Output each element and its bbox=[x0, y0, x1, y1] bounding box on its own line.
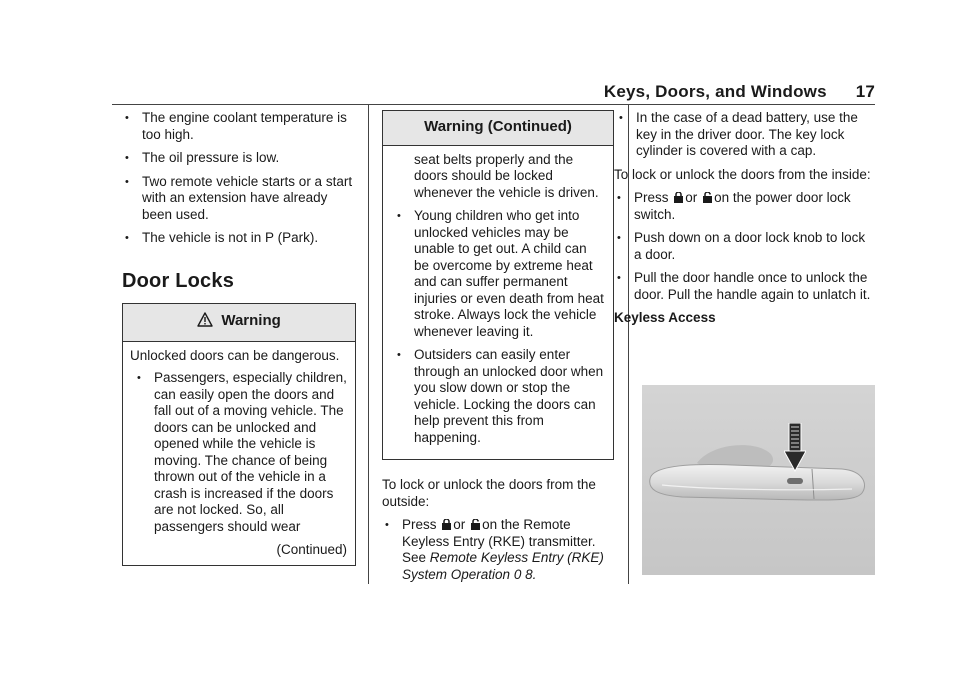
unlock-icon bbox=[471, 518, 480, 529]
warning-title: Warning bbox=[221, 312, 281, 329]
warning-continued-text: seat belts properly and the doors should be locked whenever the vehicle is driven. bbox=[414, 151, 599, 200]
section-title: Door Locks bbox=[122, 269, 235, 292]
warning-header: Warning (Continued) bbox=[383, 111, 613, 146]
list-item bbox=[614, 190, 876, 223]
or-text: or bbox=[685, 190, 698, 205]
column-1 bbox=[122, 110, 356, 566]
column-2 bbox=[382, 110, 614, 590]
cross-reference-link[interactable]: Remote Keyless Entry (RKE) System Operation bbox=[402, 550, 604, 582]
press-text: Press bbox=[402, 517, 437, 532]
subsection-title: Keyless Access bbox=[614, 310, 716, 325]
warning-header bbox=[123, 304, 355, 342]
door-handle-image bbox=[642, 385, 875, 575]
continued-label: (Continued) bbox=[276, 542, 347, 557]
list-item: • Two remote vehicle starts or a start with an extension have already been used. bbox=[122, 174, 356, 224]
page-reference-arrow: 0 bbox=[513, 566, 522, 582]
power-door-lock-text: on the power door lock switch. bbox=[634, 190, 851, 222]
or-text: or bbox=[453, 517, 466, 532]
warning-intro: Unlocked doors can be dangerous. bbox=[130, 347, 340, 363]
page-header bbox=[0, 82, 875, 102]
list-item: • Passengers, especially children, can easily open the doors and fall out of a moving vehicle. The doors can be unlocked and opened while the vehicle is moving. The chance of being thrown out of the vehicle in a crash is increased if the doors are not locked. So, all passengers should wear bbox=[134, 370, 347, 535]
column-divider-1 bbox=[368, 104, 369, 584]
warning-body bbox=[383, 146, 613, 460]
warning-box bbox=[122, 303, 356, 566]
list-item: • Pull the door handle once to unlock the door. Pull the handle again to unlatch it. bbox=[614, 270, 876, 303]
lock-icon bbox=[442, 518, 451, 529]
list-item bbox=[382, 517, 614, 583]
paragraph: To lock or unlock the doors from the inside: bbox=[614, 166, 871, 182]
header-rule bbox=[112, 104, 875, 105]
list-item: • The vehicle is not in P (Park). bbox=[122, 230, 356, 247]
list-item: • In the case of a dead battery, use the key in the driver door. The key lock cylinder is covered with a cap. bbox=[616, 110, 876, 160]
lock-icon bbox=[674, 191, 683, 202]
page-reference: 8. bbox=[525, 566, 537, 582]
list-item: • Outsiders can easily enter through an unlocked door when you slow down or stop the vehicle. Locking the doors can help prevent this from happening. bbox=[394, 347, 605, 446]
unlock-icon bbox=[703, 191, 712, 202]
page-number: 17 bbox=[855, 82, 875, 101]
list-item: • The oil pressure is low. bbox=[122, 150, 356, 167]
section-header-title: Keys, Doors, and Windows bbox=[603, 82, 827, 101]
list-item: • The engine coolant temperature is too high. bbox=[122, 110, 356, 143]
arrow-down-icon bbox=[784, 423, 806, 475]
list-item: • Push down on a door lock knob to lock a door. bbox=[614, 230, 876, 263]
list-item: • Young children who get into unlocked vehicles may be unable to get out. A child can be overcome by extreme heat and can suffer permanent injuries or even death from heat stroke. Always lock the vehicle whenever leaving it. bbox=[394, 208, 605, 340]
warning-triangle-icon bbox=[197, 312, 213, 332]
warning-box-continued bbox=[382, 110, 614, 460]
rke-instruction-text: on the Remote Keyless Entry (RKE) transmitter. See bbox=[402, 517, 596, 565]
paragraph: To lock or unlock the doors from the outside: bbox=[382, 477, 596, 509]
press-text: Press bbox=[634, 190, 669, 205]
warning-body bbox=[123, 342, 355, 565]
column-3 bbox=[614, 110, 876, 335]
